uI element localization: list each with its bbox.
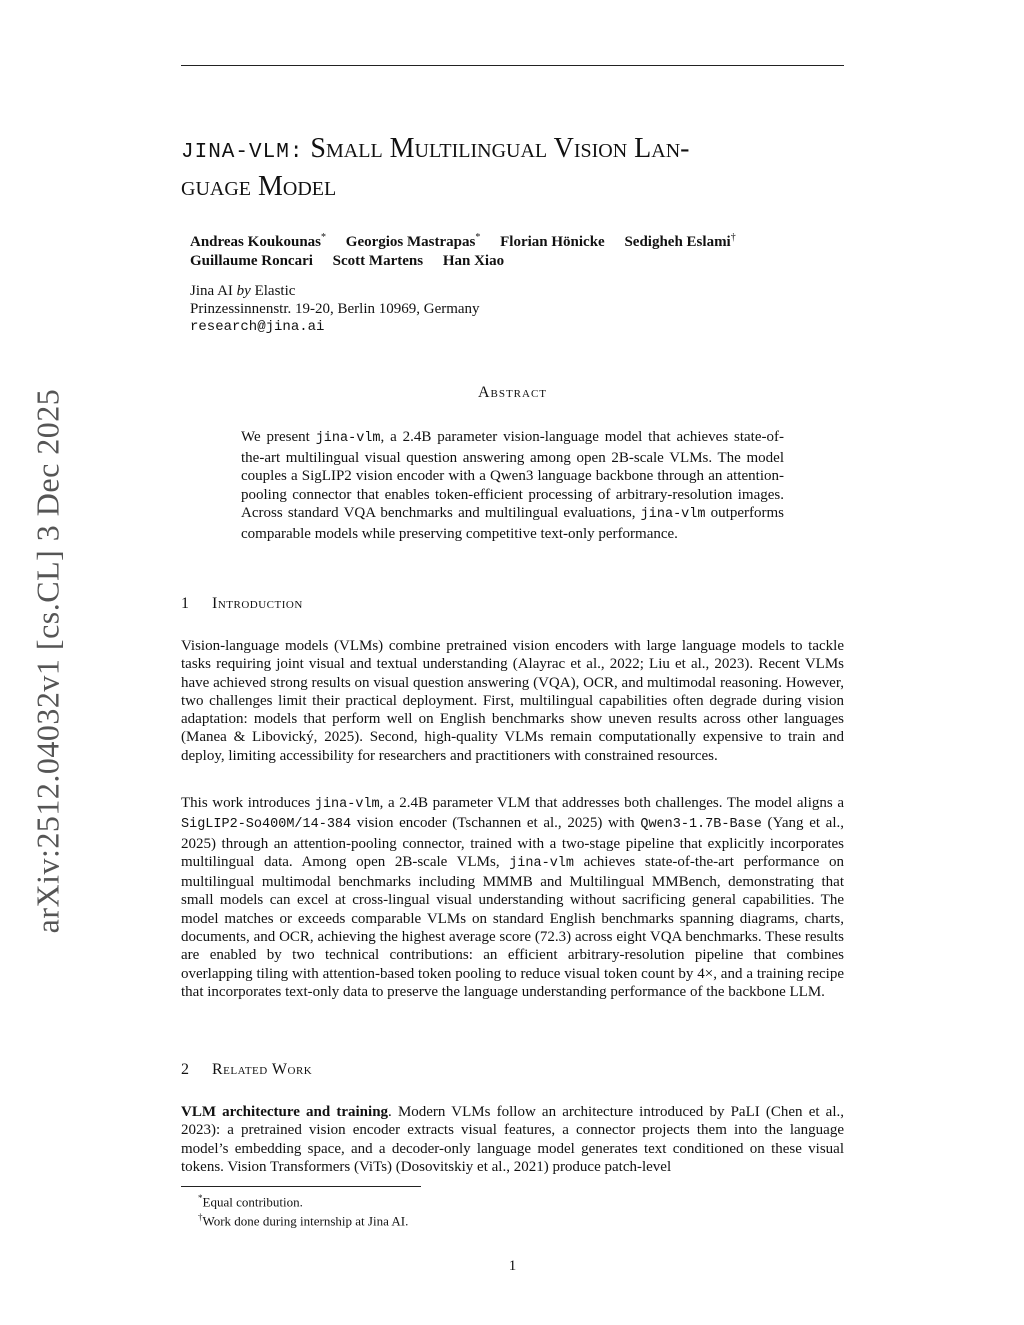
- affiliation-address: Prinzessinnenstr. 19-20, Berlin 10969, Germany: [190, 301, 480, 317]
- abstract-heading: Abstract: [477, 384, 548, 401]
- paper-title: [181, 132, 844, 204]
- author-list: [190, 228, 830, 271]
- abstract-body: We present jina-vlm, a 2.4B parameter vision-language model that achieves state-of-the-art multilingual visual question answering among open 2B-scale VLMs. The model couples a SigLIP2 vision encoder with a Qwen3 language backbone through an attention-pooling connector that enables token-efficient processing of arbitrary-resolution images. Across standard VQA benchmarks and multilingual evaluations, jina-vlm outperforms comparable models while preserving competitive text-only performance.: [241, 429, 784, 542]
- footnote-rule: [181, 1186, 421, 1187]
- title-line2: guage Model: [181, 171, 337, 202]
- footnote-2: †Work done during internship at Jina AI.: [198, 1212, 409, 1229]
- footnote-1: *Equal contribution.: [198, 1193, 303, 1210]
- author: Sedigheh Eslami†: [624, 232, 736, 250]
- page-number: 1: [508, 1258, 517, 1274]
- intro-paragraph-2: This work introduces jina-vlm, a 2.4B parameter VLM that addresses both challenges. The model aligns a SigLIP2-So400M/14-384 vision encoder (Tschannen et al., 2025) with Qwen3-1.7B-Base (Yang et al., 2025) through an attention-pooling connector, trained with a two-stage pipeline that explicitly incorporates multilingual data. Among open 2B-scale VLMs, jina-vlm achieves state-of-the-art performance on multilingual multimodal benchmarks including MMMB and Multilingual MMBench, demonstrating that small models can excel at cross-lingual visual understanding without sacrificing general capabilities. The model matches or exceeds comparable VLMs on standard English benchmarks spanning diagrams, charts, documents, and OCR, achieving the highest average score (72.3) across eight VQA benchmarks. These results are enabled by two technical contributions: an efficient arbitrary-resolution pipeline that combines overlapping tiling with attention-based token pooling to reduce visual token count by 4×, and a training recipe that incorporates text-only data to preserve the language understanding performance of the backbone LLM.: [181, 795, 845, 1000]
- section-heading-introduction: 1 Introduction: [181, 595, 303, 612]
- author-row-2: [190, 252, 830, 271]
- author: Guillaume Roncari: [190, 253, 313, 269]
- model-name: JINA-VLM:: [181, 141, 304, 164]
- author: Scott Martens: [332, 253, 424, 269]
- contact-email[interactable]: research@jina.ai: [190, 319, 325, 335]
- intro-paragraph-1: Vision-language models (VLMs) combine pretrained vision encoders with large language models to tackle tasks requiring joint visual and textual understanding (Alayrac et al., 2022; Liu et al., 2023). Recent VLMs have achieved strong results on visual question answering (VQA), OCR, and multimodal reasoning. However, two challenges limit their practical deployment. First, multilingual capabilities often degrade during vision adaptation: models that perform well on English benchmarks show uneven results across other languages (Manea & Libovický, 2025). Second, high-quality VLMs remain computationally expensive to train and deploy, limiting accessibility for researchers and practitioners with constrained resources.: [181, 638, 844, 764]
- author: Andreas Koukounas*: [190, 232, 327, 250]
- author: Georgios Mastrapas*: [345, 232, 481, 250]
- affiliation: [190, 282, 480, 336]
- author: Florian Hönicke: [500, 234, 605, 250]
- title-line1: Small Multilingual Vision Lan-: [310, 133, 690, 164]
- author: Han Xiao: [442, 253, 505, 269]
- header-rule: [181, 65, 844, 66]
- author-row-1: [190, 228, 830, 252]
- related-paragraph-1: VLM architecture and training. Modern VLMs follow an architecture introduced by PaLI (Chen et al., 2023): a pretrained vision encoder extracts visual features, a connector projects them into the language model’s embedding space, and a decoder-only language model generates text conditioned on these visual tokens. Vision Transformers (ViTs) (Dosovitskiy et al., 2021) produce patch-level: [181, 1104, 844, 1175]
- arxiv-stamp: arXiv:2512.04032v1 [cs.CL] 3 Dec 2025: [29, 388, 66, 934]
- section-heading-related-work: 2 Related Work: [181, 1061, 313, 1078]
- affiliation-org: Jina AI by Elastic: [190, 283, 296, 299]
